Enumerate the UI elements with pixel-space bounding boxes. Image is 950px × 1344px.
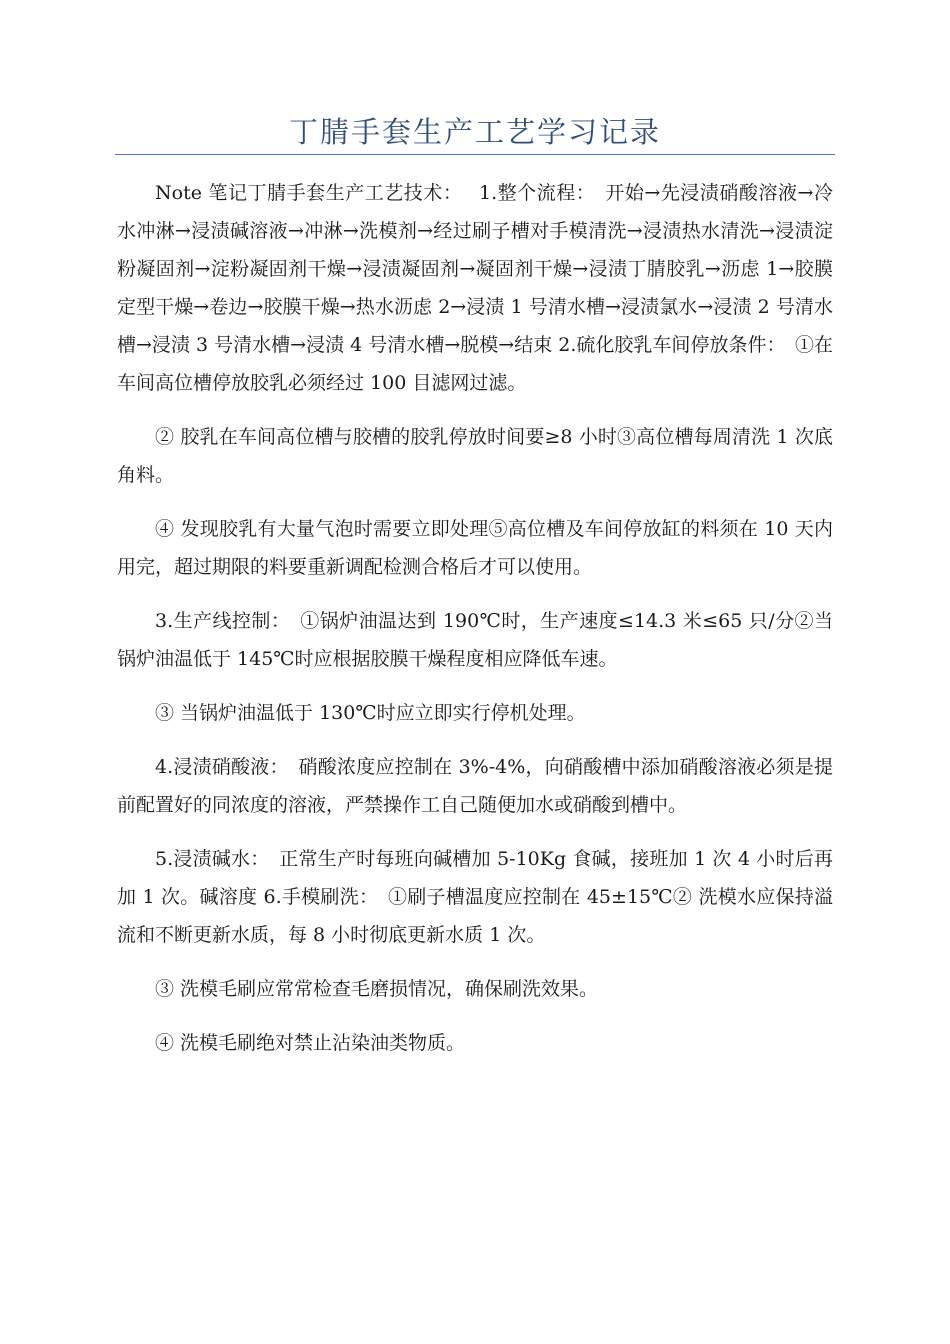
paragraph-process-flow: Note 笔记丁腈手套生产工艺技术： 1.整个流程： 开始→先浸渍硝酸溶液→冷水冲淋→浸渍碱溶液→冲淋→洗模剂→经过刷子槽对手模清洗→浸渍热水清洗→浸渍淀粉凝固剂→淀粉凝固剂干燥→浸渍凝固剂→凝固剂干燥→浸渍丁腈胶乳→沥虑 1→胶膜定型干燥→卷边→胶膜干燥→热水沥虑 2→浸渍 1 号清水槽→浸渍氯水→浸渍 2 号清水槽→浸渍 3 号清水槽→浸渍 4 号清水槽→脱模→结束 2.硫化胶乳车间停放条件： ①在车间高位槽停放胶乳必须经过 100 目滤网过滤。 — [117, 182, 833, 394]
paragraph-alkali-and-brushing: 5.浸渍碱水： 正常生产时每班向碱槽加 5-10Kg 食碱，接班加 1 次 4 小时后再加 1 次。碱溶度 6.手模刷洗： ①刷子槽温度应控制在 45±15℃② 洗模水应保持溢流和不断更新水质，每 8 小时彻底更新水质 1 次。 — [117, 848, 833, 946]
paragraph-latex-bubbles: ④ 发现胶乳有大量气泡时需要立即处理⑤高位槽及车间停放缸的料须在 10 天内用完，超过期限的料要重新调配检测合格后才可以使用。 — [117, 518, 833, 578]
title-divider — [115, 154, 835, 155]
paragraph-line-control: 3.生产线控制： ①锅炉油温达到 190℃时，生产速度≤14.3 米≤65 只/分②当锅炉油温低于 145℃时应根据胶膜干燥程度相应降低车速。 — [117, 610, 833, 670]
paragraph-brush-wear: ③ 洗模毛刷应常常检查毛磨损情况，确保刷洗效果。 — [155, 978, 599, 1000]
paragraph-nitric-acid: 4.浸渍硝酸液： 硝酸浓度应控制在 3%-4%，向硝酸槽中添加硝酸溶液必须是提前配置好的同浓度的溶液，严禁操作工自己随便加水或硝酸到槽中。 — [117, 756, 833, 816]
document-body — [117, 174, 833, 1078]
paragraph-brush-oil: ④ 洗模毛刷绝对禁止沾染油类物质。 — [155, 1032, 466, 1054]
paragraph-latex-storage-time: ② 胶乳在车间高位槽与胶槽的胶乳停放时间要≥8 小时③高位槽每周清洗 1 次底角料。 — [117, 426, 833, 486]
paragraph-shutdown: ③ 当锅炉油温低于 130℃时应立即实行停机处理。 — [155, 702, 586, 724]
page-title: 丁腈手套生产工艺学习记录 — [288, 115, 661, 149]
